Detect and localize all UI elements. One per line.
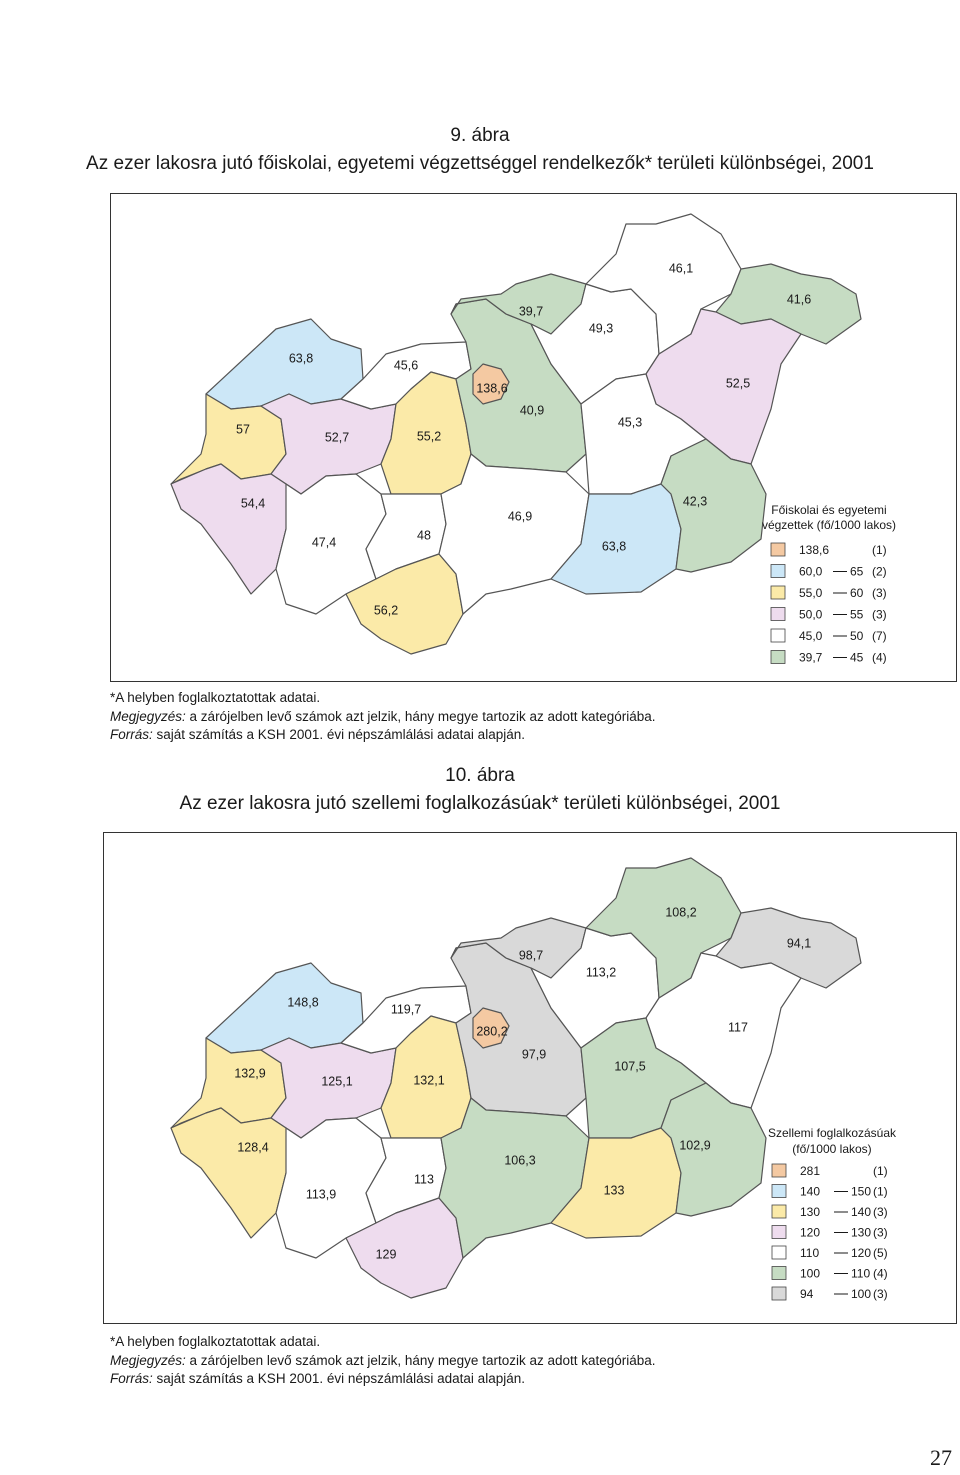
fig10-legend-title-1: Szellemi foglalkozásúak	[767, 1126, 897, 1140]
fig9-legend-from-0: 138,6	[799, 543, 830, 557]
fig9-legend-to-3: 55	[850, 607, 864, 622]
fig10-map-canvas	[104, 833, 956, 1323]
fig10-legend-from-2: 130	[800, 1205, 821, 1219]
fig10-label-budapest: 280,2	[476, 1024, 508, 1039]
fig10-counties	[171, 858, 861, 1298]
fig10-legend-swatch-4	[772, 1246, 786, 1259]
fig10-legend-to-6: 100	[851, 1287, 872, 1301]
fig9-legend-to-5: 45	[850, 650, 864, 665]
fig9-legend-swatch-1	[771, 565, 785, 578]
fig9-legend-from-5: 39,7	[799, 650, 823, 665]
fig10-number: 10. ábra	[445, 765, 515, 786]
page-number: 27	[930, 1445, 952, 1470]
fig9-note-star: *A helyben foglalkoztatottak adatai.	[110, 690, 321, 705]
fig9-label-nograd: 39,7	[518, 304, 544, 319]
fig9-label-veszprem: 52,7	[324, 430, 350, 445]
fig9-label-jasz: 45,3	[617, 415, 643, 430]
fig10-legend-from-4: 110	[800, 1246, 820, 1260]
fig10-label-bekes: 102,9	[679, 1138, 711, 1153]
fig10-legend-count-3: (3)	[873, 1225, 888, 1240]
fig10-notes	[110, 1333, 656, 1389]
fig9-label-bekes: 42,3	[682, 494, 708, 509]
fig9-legend-to-1: 65	[850, 564, 864, 579]
fig9-legend-from-4: 45,0	[799, 629, 823, 643]
fig9-label-tolna: 48	[417, 528, 431, 543]
fig9-label-bacs: 46,9	[507, 509, 533, 524]
fig10-note-label: Megjegyzés:	[110, 1352, 186, 1368]
fig10-source-label: Forrás:	[110, 1371, 153, 1386]
fig10-heading	[0, 762, 960, 817]
fig10-legend-count-4: (5)	[873, 1246, 888, 1260]
fig10-title: Az ezer lakosra jutó szellemi foglalkozásúak* területi különbségei, 2001	[179, 792, 781, 814]
fig10-label-fejer: 132,1	[413, 1073, 445, 1088]
fig10-legend-from-3: 120	[800, 1225, 821, 1240]
fig10-legend-swatch-3	[772, 1226, 786, 1239]
fig10-label-bacs: 106,3	[504, 1153, 536, 1168]
fig9-legend-swatch-0	[771, 543, 785, 556]
fig9-note-text: a zárójelben levő számok azt jelzik, hány megye tartozik az adott kategóriába.	[185, 708, 656, 724]
fig9-legend-title-2: végzettek (fő/1000 lakos)	[761, 518, 897, 532]
fig9-legend	[762, 503, 896, 665]
fig9-label-gyor: 63,8	[288, 351, 314, 366]
fig9-notes	[110, 689, 656, 745]
fig10-legend-count-2: (3)	[873, 1205, 888, 1219]
fig10-note	[110, 1352, 656, 1371]
fig9-legend-swatch-3	[771, 608, 785, 621]
fig10-note-star: *A helyben foglalkoztatottak adatai.	[110, 1334, 321, 1349]
fig10-legend-from-6: 94	[800, 1287, 814, 1301]
fig9-legend-count-5: (4)	[872, 650, 887, 665]
fig10-source	[110, 1370, 656, 1389]
fig10-label-csongrad: 133	[603, 1183, 625, 1198]
fig9-legend-swatch-4	[771, 629, 785, 642]
fig10-label-veszprem: 125,1	[321, 1074, 353, 1089]
fig10-label-hajdu: 117	[728, 1020, 748, 1035]
fig9-note	[110, 708, 656, 727]
fig9-legend-to-4: 50	[850, 629, 864, 643]
fig10-source-text: saját számítás a KSH 2001. évi népszámlálási adatai alapján.	[152, 1371, 525, 1386]
fig9-source	[110, 726, 656, 745]
fig10-label-pest: 97,9	[521, 1047, 547, 1062]
fig10-label-komarom: 119,7	[390, 1002, 422, 1017]
fig9-label-baranya: 56,2	[373, 603, 399, 618]
fig10-legend-swatch-6	[772, 1287, 786, 1300]
fig10-map	[103, 832, 957, 1324]
fig10-legend-to-1: 150	[851, 1184, 872, 1199]
fig9-legend-count-1: (2)	[872, 564, 887, 579]
fig9-legend-title-1: Főiskolai és egyetemi	[771, 503, 887, 517]
fig9-map-canvas	[111, 194, 956, 681]
fig10-legend-to-2: 140	[851, 1205, 872, 1219]
fig9-label-zala: 54,4	[240, 496, 266, 511]
fig10-legend-to-5: 110	[851, 1266, 871, 1281]
fig9-legend-count-4: (7)	[872, 629, 887, 643]
fig10-label-szabolcs: 94,1	[786, 936, 812, 951]
fig10-label-nograd: 98,7	[518, 948, 544, 963]
fig10-legend-to-4: 120	[851, 1246, 872, 1260]
fig9-legend-from-1: 60,0	[799, 564, 823, 579]
fig10-label-somogy: 113,9	[305, 1187, 337, 1202]
fig10-label-vas: 132,9	[234, 1066, 266, 1081]
fig9-label-budapest: 138,6	[476, 381, 508, 396]
fig10-legend-swatch-0	[772, 1164, 786, 1177]
fig10-label-baranya: 129	[375, 1247, 397, 1262]
fig10-legend-swatch-2	[772, 1205, 786, 1218]
fig9-label-csongrad: 63,8	[601, 539, 627, 554]
fig9-legend-to-2: 60	[850, 586, 864, 600]
fig10-legend	[768, 1126, 897, 1301]
fig10-label-zala: 128,4	[237, 1140, 269, 1155]
fig10-legend-to-3: 130	[851, 1225, 872, 1240]
fig9-number: 9. ábra	[450, 125, 510, 146]
fig10-label-gyor: 148,8	[287, 995, 319, 1010]
fig10-legend-title-2: (fő/1000 lakos)	[792, 1142, 872, 1156]
fig10-legend-from-5: 100	[800, 1266, 821, 1281]
fig10-legend-from-0: 281	[800, 1164, 821, 1178]
fig9-map	[110, 193, 957, 682]
fig9-label-szabolcs: 41,6	[786, 292, 812, 307]
fig9-counties	[171, 214, 861, 654]
fig10-label-borsod: 108,2	[665, 905, 697, 920]
fig9-label-borsod: 46,1	[668, 261, 694, 276]
fig10-legend-count-1: (1)	[873, 1184, 888, 1199]
fig9-label-hajdu: 52,5	[725, 376, 751, 391]
fig9-label-somogy: 47,4	[311, 535, 337, 550]
fig9-label-vas: 57	[236, 422, 250, 437]
fig10-label-tolna: 113	[414, 1172, 434, 1187]
fig10-legend-count-0: (1)	[873, 1164, 888, 1178]
fig9-legend-swatch-5	[771, 651, 785, 664]
fig9-legend-from-3: 50,0	[799, 607, 823, 622]
fig9-label-pest: 40,9	[519, 403, 545, 418]
fig9-label-heves: 49,3	[588, 321, 614, 336]
fig9-label-fejer: 55,2	[416, 429, 442, 444]
fig9-legend-count-2: (3)	[872, 586, 887, 600]
fig9-note-label: Megjegyzés:	[110, 708, 186, 724]
fig10-legend-count-6: (3)	[873, 1287, 888, 1301]
fig9-legend-count-3: (3)	[872, 607, 887, 622]
fig9-heading	[0, 122, 960, 177]
fig10-legend-count-5: (4)	[873, 1266, 888, 1281]
fig10-legend-from-1: 140	[800, 1184, 821, 1199]
fig9-title: Az ezer lakosra jutó főiskolai, egyetemi végzettséggel rendelkezők* területi különbségei, 2001	[86, 152, 874, 174]
fig10-legend-swatch-5	[772, 1267, 786, 1280]
fig9-legend-from-2: 55,0	[799, 586, 823, 600]
fig9-source-text: saját számítás a KSH 2001. évi népszámlálási adatai alapján.	[152, 727, 525, 742]
fig9-source-label: Forrás:	[110, 727, 153, 742]
fig10-legend-swatch-1	[772, 1185, 786, 1198]
fig9-legend-swatch-2	[771, 586, 785, 599]
fig10-label-jasz: 107,5	[614, 1059, 646, 1074]
fig10-label-heves: 113,2	[585, 965, 617, 980]
fig9-legend-count-0: (1)	[872, 543, 887, 557]
fig10-note-text: a zárójelben levő számok azt jelzik, hány megye tartozik az adott kategóriába.	[185, 1352, 656, 1368]
fig9-label-komarom: 45,6	[393, 358, 419, 373]
